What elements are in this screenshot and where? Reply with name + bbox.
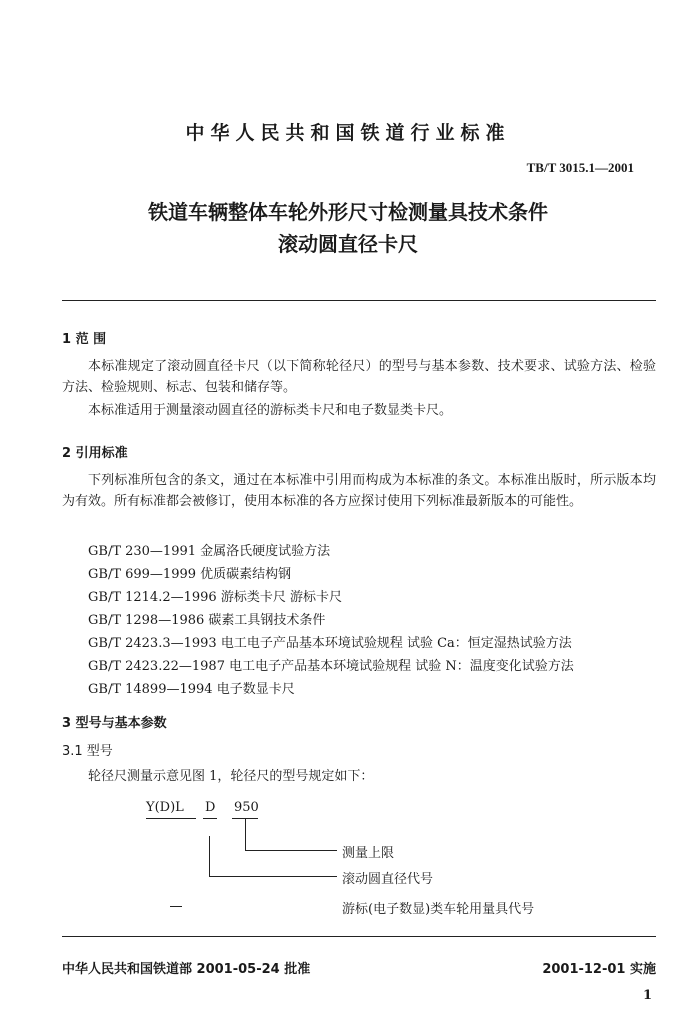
reference-item: GB/T 230—1991 金属洛氏硬度试验方法 xyxy=(88,544,331,559)
label-gauge-code: 游标(电子数显)类车轮用量具代号 xyxy=(342,902,535,917)
leader-stub-1 xyxy=(170,906,182,907)
section-3-heading: 3 型号与基本参数 xyxy=(62,716,167,731)
implementation-date: 2001-12-01 实施 xyxy=(542,962,656,977)
reference-item: GB/T 2423.22—1987 电工电子产品基本环境试验规程 试验 N：温度变化试验方法 xyxy=(88,659,574,674)
model-code-part1: Y(D)L xyxy=(146,800,184,815)
reference-item: GB/T 2423.3—1993 电工电子产品基本环境试验规程 试验 Ca：恒定湿热试验方法 xyxy=(88,636,572,651)
footer-divider xyxy=(62,936,656,937)
section-3-1-heading: 3.1 型号 xyxy=(62,744,113,759)
underline-part2 xyxy=(203,818,217,819)
reference-item: GB/T 1214.2—1996 游标类卡尺 游标卡尺 xyxy=(88,590,342,605)
section-3-1-paragraph: 轮径尺测量示意见图 1，轮径尺的型号规定如下： xyxy=(88,769,374,784)
document-title-line2: 滚动圆直径卡尺 xyxy=(278,232,418,256)
reference-item: GB/T 1298—1986 碳素工具钢技术条件 xyxy=(88,613,326,628)
label-upper-limit: 测量上限 xyxy=(342,846,395,861)
leader-horizontal-2 xyxy=(209,876,337,877)
underline-part1 xyxy=(146,818,196,819)
standard-number: TB/T 3015.1—2001 xyxy=(526,160,634,175)
leader-vertical-3 xyxy=(245,818,246,850)
section-2-paragraph: 下列标准所包含的条文，通过在本标准中引用而构成为本标准的条文。本标准出版时，所示版本均为有效。所有标准都会被修订，使用本标准的各方应探讨使用下列标准最新版本的可能性。 xyxy=(62,473,656,509)
model-code-part3: 950 xyxy=(234,800,259,815)
approval-info: 中华人民共和国铁道部 2001-05-24 批准 xyxy=(62,962,311,977)
page-number: 1 xyxy=(642,988,652,1003)
section-1-paragraph-1: 本标准规定了滚动圆直径卡尺（以下简称轮径尺）的型号与基本参数、技术要求、试验方法、检验方法、检验规则、标志、包装和储存等。 xyxy=(62,359,656,395)
leader-horizontal-3 xyxy=(245,850,337,851)
section-2-heading: 2 引用标准 xyxy=(62,446,128,461)
reference-item: GB/T 699—1999 优质碳素结构钢 xyxy=(88,567,292,582)
org-title: 中华人民共和国铁道行业标准 xyxy=(185,122,511,144)
header-divider xyxy=(62,300,656,301)
label-diameter-code: 滚动圆直径代号 xyxy=(342,872,434,887)
section-1-heading: 1 范 围 xyxy=(62,332,107,347)
model-code-part2: D xyxy=(205,800,216,815)
reference-item: GB/T 14899—1994 电子数显卡尺 xyxy=(88,682,295,697)
document-title-line1: 铁道车辆整体车轮外形尺寸检测量具技术条件 xyxy=(148,200,548,224)
leader-vertical-2 xyxy=(209,836,210,876)
section-1-paragraph-2: 本标准适用于测量滚动圆直径的游标类卡尺和电子数显类卡尺。 xyxy=(88,403,453,418)
